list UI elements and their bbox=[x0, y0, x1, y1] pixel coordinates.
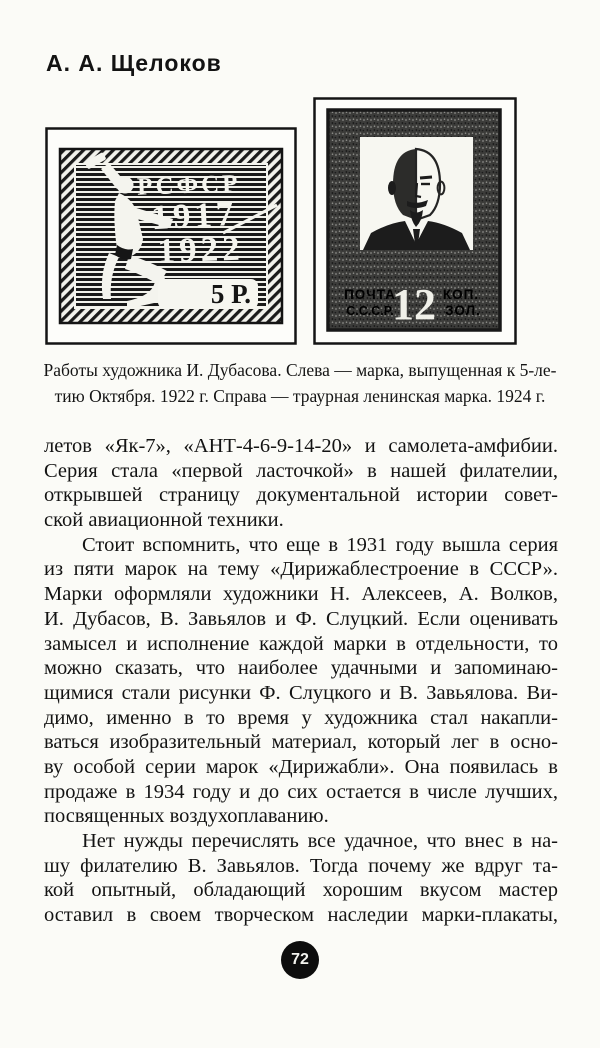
body-line: замысел и исполнение каждой марки в отдельности, то bbox=[44, 632, 558, 655]
body-line: ву особой серии марок «Дирижабли». Она появилась в bbox=[44, 755, 558, 778]
right-stamp-frame bbox=[313, 97, 517, 345]
left-stamp-denomination: 5 Р. bbox=[210, 279, 251, 309]
body-line: И. Дубасов, В. Завьялов и Ф. Слуцкий. Если оценивать bbox=[44, 607, 558, 630]
left-stamp-title: РСФСР bbox=[136, 170, 241, 201]
figure-caption bbox=[40, 357, 560, 409]
body-line: шу филателию В. Завьялов. Тогда почему же вдруг та- bbox=[44, 854, 558, 877]
right-stamp-zol-word: ЗОЛ. bbox=[445, 303, 481, 318]
body-line: посвященных воздухоплаванию. bbox=[44, 805, 329, 828]
author-header: А. А. Щелоков bbox=[46, 50, 222, 76]
body-line: оставил в своем творческом наследии марки-плакаты, bbox=[44, 904, 558, 927]
body-line: продаже в 1934 году и до сих остается в числе лучших, bbox=[44, 780, 558, 803]
body-line: открывшей страницу документальной истории совет- bbox=[44, 484, 558, 507]
body-line: Стоит вспомнить, что еще в 1931 году вышла серия bbox=[82, 533, 558, 556]
caption-line-1: Работы художника И. Дубасова. Слева — марка, выпущенная к 5-ле- bbox=[43, 360, 557, 380]
body-line: Серия стала «первой ласточкой» в нашей филателии, bbox=[44, 459, 558, 482]
caption-line-2: тию Октября. 1922 г. Справа — траурная ленинская марка. 1924 г. bbox=[54, 386, 546, 406]
page-number: 72 bbox=[291, 951, 309, 968]
body-line: кой опытный, обладающий хорошим вкусом мастер bbox=[44, 879, 558, 902]
body-line: Нет нужды перечислять все удачное, что внес в на- bbox=[82, 830, 558, 852]
body-line: можно сказать, что наиболее удачными и запоминаю- bbox=[44, 657, 558, 680]
body-line: димо, именно в то время у художника стал накапли- bbox=[44, 706, 558, 729]
left-stamp-year1: 1917 bbox=[150, 193, 239, 238]
right-stamp-post-word: ПОЧТА bbox=[344, 287, 396, 302]
right-stamp-cccp-word: С.С.С.Р. bbox=[346, 304, 394, 318]
right-stamp-kop-word: КОП. bbox=[442, 287, 480, 302]
body-line: щимися стали рисунки Ф. Слуцкого и В. Завьялова. Ви- bbox=[44, 681, 558, 704]
page-number-badge bbox=[281, 941, 319, 979]
body-line: из пяти марок на тему «Дирижаблестроение в СССР». bbox=[44, 558, 558, 581]
rsfsr-stamp-illustration bbox=[45, 127, 297, 345]
right-stamp-value: 12 bbox=[392, 280, 436, 329]
body-line: летов «Як-7», «АНТ-4-6-9-14-20» и самолета-амфибии. bbox=[44, 435, 558, 457]
body-line: Марки оформляли художники Н. Алексеев, А. Волков, bbox=[44, 583, 558, 606]
body-text bbox=[44, 434, 558, 928]
lenin-stamp-illustration bbox=[313, 97, 517, 345]
body-line: ваться изобразительный материал, который лег в осно- bbox=[44, 731, 558, 754]
left-stamp-frame bbox=[45, 127, 297, 345]
body-line: ской авиационной техники. bbox=[44, 509, 284, 532]
left-stamp-year2: 1922 bbox=[156, 228, 245, 271]
